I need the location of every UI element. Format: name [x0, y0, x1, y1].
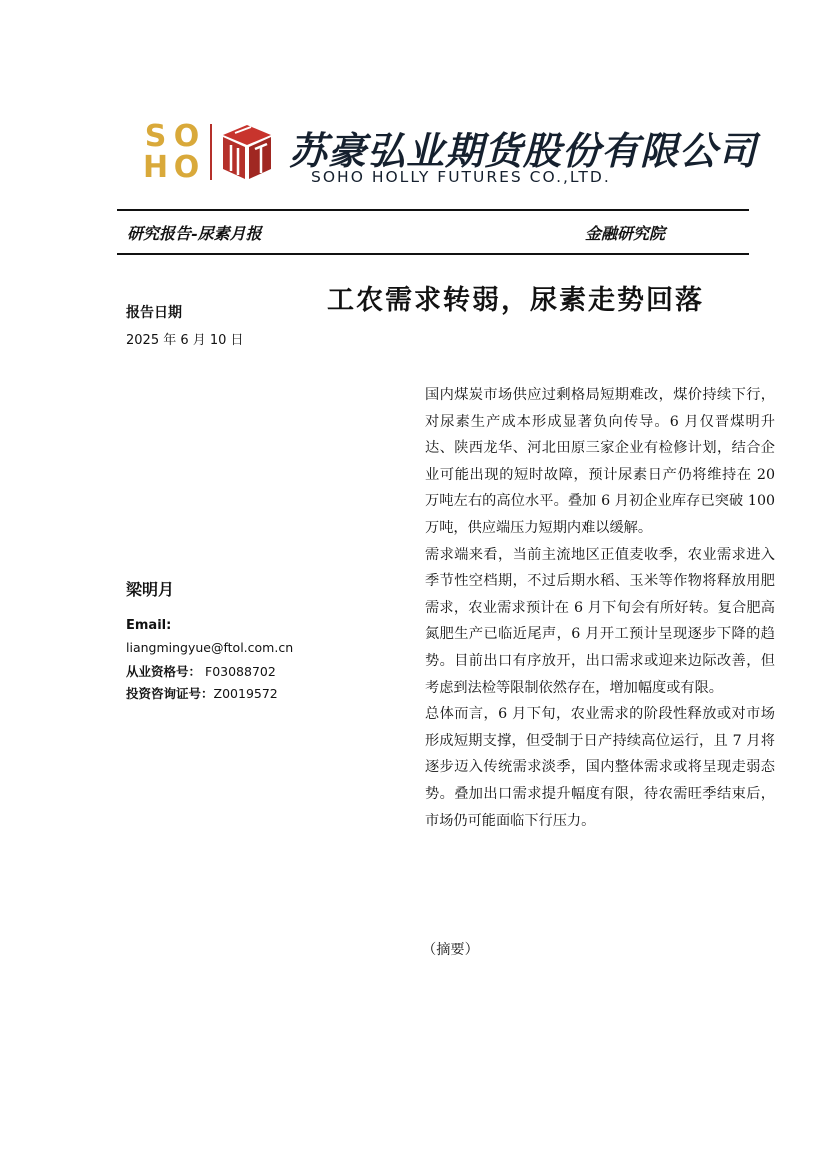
logo-letter-o1: O — [173, 119, 200, 154]
license-label: 从业资格号： — [126, 664, 202, 679]
consult-number: Z0019572 — [213, 686, 278, 701]
consult-info — [126, 684, 278, 702]
license-number: F03088702 — [205, 664, 276, 679]
report-date: 2025 年 6 月 10 日 — [126, 333, 244, 348]
red-cube-icon — [221, 123, 273, 181]
date-label: 报告日期 — [126, 305, 182, 321]
logo-letter-o2: O — [173, 150, 200, 185]
institute-name: 金融研究院 — [585, 224, 666, 243]
author-name: 梁明月 — [126, 580, 175, 599]
logo-divider — [210, 124, 212, 180]
summary-paragraph-demand: 需求端来看，当前主流地区正值麦收季，农业需求进入季节性空档期，不过后期水稻、玉米等作物将释放用肥需求，农业需求预计在 6 月下旬会有所好转。复合肥高氮肥生产已临近尾声，6 月开工预计呈现逐步下降的趋势。目前出口有序放开，出口需求或迎来边际改善，但考虑到法检等限制依然存在，增加幅度或有限。 — [425, 546, 775, 696]
logo-letter-s1: S — [144, 119, 167, 154]
soho-logo-mark — [141, 119, 203, 185]
report-summary — [425, 382, 775, 834]
header-bottom-rule — [117, 253, 749, 255]
summary-paragraph-supply: 国内煤炭市场供应过剩格局短期难改，煤价持续下行，对尿素生产成本形成显著负向传导。6 月仅晋煤明升达、陕西龙华、河北田原三家企业有检修计划，结合企业可能出现的短时故障，预计尿素日产仍将维持在 20 万吨左右的高位水平。叠加 6 月初企业库存已突破 100 万吨，供应端压力短期内难以缓解。 — [425, 387, 775, 536]
logo-letter-h: H — [142, 150, 169, 185]
company-name-cn: 苏豪弘业期货股份有限公司 — [289, 129, 758, 173]
report-type: 研究报告-尿素月报 — [127, 224, 262, 243]
company-name-en: SOHO HOLLY FUTURES CO.,LTD. — [311, 168, 611, 186]
email-label: Email: — [126, 618, 172, 633]
author-email[interactable]: liangmingyue@ftol.com.cn — [126, 640, 294, 655]
company-logo — [141, 118, 758, 190]
header-top-rule — [117, 209, 749, 211]
report-title: 工农需求转弱，尿素走势回落 — [327, 285, 704, 316]
consult-label: 投资咨询证号： — [126, 686, 214, 701]
license-info — [126, 662, 276, 680]
summary-paragraph-conclusion: 总体而言，6 月下旬，农业需求的阶段性释放或对市场形成短期支撑，但受制于日产持续高位运行，且 7 月将逐步迈入传统需求淡季，国内整体需求或将呈现走弱态势。叠加出口需求提升幅度有限，待农需旺季结束后，市场仍可能面临下行压力。 — [425, 706, 775, 829]
abstract-label: （摘要） — [422, 942, 479, 958]
